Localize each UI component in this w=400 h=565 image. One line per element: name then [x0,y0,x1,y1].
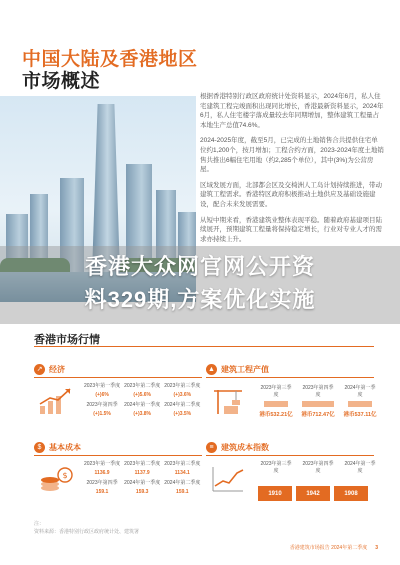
table-cell: 159.1 [176,489,189,495]
economy-table [82,381,202,419]
table-header: 2023年第二季度 [124,461,161,467]
banner-line-1: 香港大众网官网公开资 [84,254,315,279]
index-value: 1942 [296,486,330,501]
table-header: 2024年第一季度 [124,480,161,486]
index-header: 2024年第一季度 [344,461,376,474]
bar-item [258,384,294,418]
intro-text-column [200,92,384,250]
trend-line-icon [210,464,246,494]
card-economy [34,362,202,442]
bar-header: 2023年第三季度 [260,385,292,398]
index-header: 2023年第四季度 [302,461,334,474]
table-cell: 1134.1 [174,470,190,476]
bar-item [300,384,336,418]
table-header: 2023年第四季 [86,402,118,408]
table-cell: 159.1 [95,489,109,495]
table-cell: (+)1.5% [93,411,111,417]
chart-icon: ≡ [206,442,217,453]
table-cell: (+)3.5% [173,411,192,417]
card-divider [206,377,374,378]
card-cost-index [206,440,374,520]
bar-value: 港币537.11亿 [343,412,377,418]
table-header: 2024年第一季度 [124,402,161,408]
table-header: 2023年第四季 [86,480,118,486]
card-construction-output [206,362,377,442]
table-cell: 1136.9 [94,470,110,476]
economy-icon: ↗ [34,364,45,375]
card-label: 基本成本 [49,442,81,452]
table-header: 2023年第三季度 [164,383,201,389]
card-label: 经济 [49,364,65,374]
bar-header: 2024年第一季度 [344,385,376,398]
footnote-source: 资料来源：香港特别行政区政府统计处、建筑署 [34,529,140,535]
index-header: 2023年第三季度 [260,461,292,474]
crane-icon [210,386,246,416]
footnote-label: 注： [34,521,45,527]
table-cell: 1137.9 [134,470,150,476]
card-divider [34,377,202,378]
value-bar [348,401,372,407]
card-label: 建筑成本指数 [221,442,269,452]
section-divider [34,346,374,347]
svg-text:$: $ [62,471,68,480]
coin-icon: $ [34,442,45,453]
card-label: 建筑工程产值 [221,364,269,374]
table-header: 2023年第一季度 [84,383,121,389]
index-value: 1908 [334,486,368,501]
bar-value: 港币532.21亿 [259,412,293,418]
page-footer [290,544,378,551]
intro-paragraph: 区域发展方面，北部都会区及交椅洲人工岛计划持续推进，带动建筑工程需求。香港特区政府积极推动土地供应及基础设施建设，配合未来发展需要。 [200,181,382,208]
value-bar [302,401,334,407]
value-bar [264,401,288,407]
index-value: 1910 [258,486,292,501]
base-cost-table [82,459,202,497]
cost-index-values [258,486,368,501]
table-cell: 159.3 [135,489,149,495]
banner-line-2: 料329期,方案优化实施 [84,287,316,312]
bar-value: 港币712.47亿 [301,412,335,418]
section-title: 香港市场行情 [34,334,100,346]
card-base-cost [34,440,202,520]
table-header: 2023年第三季度 [164,461,201,467]
intro-paragraph: 从短中期来看，香港建筑业整体表现平稳。随着政府基建项目陆续展开，预期建筑工程量将保持稳定增长，行业对专业人才的需求亦持续上升。 [200,216,382,243]
card-divider [206,455,374,456]
table-cell: (+)6% [95,392,109,398]
page-number: 3 [375,544,378,551]
table-cell: (+)5.6% [133,392,152,398]
table-cell: (+)3.6% [173,392,192,398]
bar-item [342,384,378,418]
footer-text: 香港建筑市场报告 2024年第二季度 [289,545,368,551]
construction-icon: ▲ [206,364,217,375]
table-header: 2024年第二季度 [164,480,201,486]
coins-icon [38,464,74,494]
intro-paragraph: 根据香港特别行政区政府统计处资料显示，2024年6月，私人住宅建筑工程完竣面积出现同比增长，香港最新资料显示，2024年6月，私人住宅楼宇落成量较去年同期增加，整体建筑工程量占本地生产总值74.6%。 [200,93,384,129]
intro-paragraph: 2024-2025年度，截至5月，已完成的土地销售合共提供住宅单位约1,200个，按月增加；工程合约方面，2023-2024年度土地销售共推出6幅住宅用地（约2,285个单位），其中(3%)为公营房屋。 [200,137,384,174]
table-header: 2023年第一季度 [84,461,121,467]
card-divider [34,455,202,456]
table-header: 2024年第二季度 [164,402,201,408]
table-cell: (+)3.8% [133,411,152,417]
page-title-region: 中国大陆及香港地区 [22,49,198,70]
page-title-overview: 市场概述 [22,71,101,92]
cost-index-headers [258,460,378,474]
construction-bars [258,384,378,418]
table-header: 2023年第二季度 [124,383,161,389]
growth-chart-icon [38,386,74,416]
bar-header: 2023年第四季度 [302,385,334,398]
